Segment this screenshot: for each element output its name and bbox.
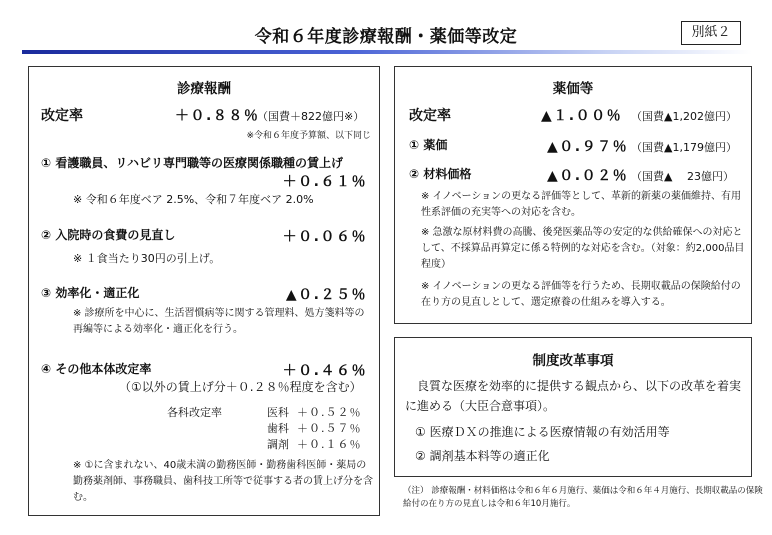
- drug-item2-detail: （国費▲ 23億円）: [631, 170, 734, 183]
- revision-rate-note: ※令和６年度予算額、以下同じ: [246, 131, 371, 141]
- reform-item-medical-dx: ① 医療ＤＸの推進による医療情報の有効活用等: [415, 425, 670, 439]
- item3-note: ※ 診療所を中心に、生活習慣病等に関する管理料、処方箋料等の再編等による効率化・適正化を行う。: [73, 308, 365, 335]
- drug-note-innovation: ※ イノベーションの更なる評価等として、革新的新薬の薬価維持、有用性系評価の充実等への対応を含む。: [421, 191, 741, 218]
- drug-note-long-listed: ※ イノベーションの更なる評価等を行うため、長期収載品の保険給付の在り方の見直しとして、選定療養の仕組みを導入する。: [421, 281, 741, 308]
- drug-item2-title: ② 材料価格: [409, 167, 472, 181]
- drug-revision-rate: ▲１.００％: [541, 108, 623, 124]
- reform-item-dispensing-fee: ② 調剤基本料等の適正化: [415, 449, 550, 463]
- item4-title: ④ その他本体改定率: [41, 362, 152, 376]
- drug-item1-detail: （国費▲1,179億円）: [631, 141, 737, 154]
- item4-rate: ＋０.４６％: [282, 363, 367, 379]
- revision-rate-detail: （国費＋822億円※）: [257, 110, 365, 123]
- drug-revision-detail: （国費▲1,202億円）: [631, 110, 737, 123]
- department-rate-pharmacy: ＋０.１６％: [297, 438, 362, 451]
- department-rates-label: 各科改定率: [167, 406, 222, 419]
- title-underline-bar: [22, 50, 752, 54]
- item2-title: ② 入院時の食費の見直し: [41, 228, 176, 242]
- system-reform-intro: 良質な医療を効率的に提供する観点から、以下の改革を着実に進める（大臣合意事項）。: [405, 379, 742, 413]
- item4-subtitle: （①以外の賃上げ分＋０.２８％程度を含む）: [119, 380, 362, 394]
- item3-rate: ▲０.２５％: [285, 287, 367, 303]
- drug-item1-rate: ▲０.９７％: [547, 139, 629, 155]
- drug-item1-title: ① 薬価: [409, 138, 448, 152]
- drug-revision-label: 改定率: [409, 108, 451, 124]
- department-name-dental: 歯科: [267, 422, 289, 435]
- item2-rate: ＋０.０６％: [282, 229, 367, 245]
- department-name-pharmacy: 調剤: [267, 438, 289, 451]
- item1-note: ※ 令和６年度ベア 2.5%、令和７年度ベア 2.0%: [73, 193, 314, 206]
- drug-price-heading: 薬価等: [552, 81, 594, 97]
- item2-note: ※ １食当たり30円の引上げ。: [73, 252, 221, 265]
- medical-fee-heading: 診療報酬: [177, 81, 231, 97]
- item1-title: ① 看護職員、リハビリ専門職等の医療関係職種の賃上げ: [41, 156, 343, 170]
- footnote: （注） 診療報酬・材料価格は令和６年６月施行、薬価は令和６年４月施行、長期収載品の保険給付の在り方の見直しは令和６年10月施行。: [403, 486, 763, 509]
- department-rate-medical: ＋０.５２％: [297, 406, 362, 419]
- page-title: 令和６年度診療報酬・薬価等改定: [254, 27, 518, 47]
- system-reform-panel: [394, 337, 752, 477]
- drug-note-supply: ※ 急激な原材料費の高騰、後発医薬品等の安定的な供給確保への対応として、不採算品再算定に係る特例的な対応を含む。（対象：約2,000品目程度）: [421, 227, 745, 270]
- drug-item2-rate: ▲０.０２％: [547, 168, 629, 184]
- drug-price-panel: [394, 66, 752, 324]
- department-name-medical: 医科: [267, 406, 289, 419]
- document-label-badge: 別紙２: [681, 21, 741, 45]
- revision-rate-label: 改定率: [41, 108, 83, 124]
- department-rate-dental: ＋０.５７％: [297, 422, 362, 435]
- system-reform-heading: 制度改革事項: [532, 353, 614, 369]
- medical-fee-panel: [28, 66, 380, 516]
- item1-rate: ＋０.６１％: [282, 174, 367, 190]
- item3-title: ③ 効率化・適正化: [41, 286, 140, 300]
- revision-rate-value: ＋０.８８％: [175, 108, 260, 124]
- item4-note: ※ ①に含まれない、40歳未満の勤務医師・勤務歯科医師・薬局の勤務薬剤師、事務職員、歯科技工所等で従事する者の賃上げ分を含む。: [73, 460, 373, 503]
